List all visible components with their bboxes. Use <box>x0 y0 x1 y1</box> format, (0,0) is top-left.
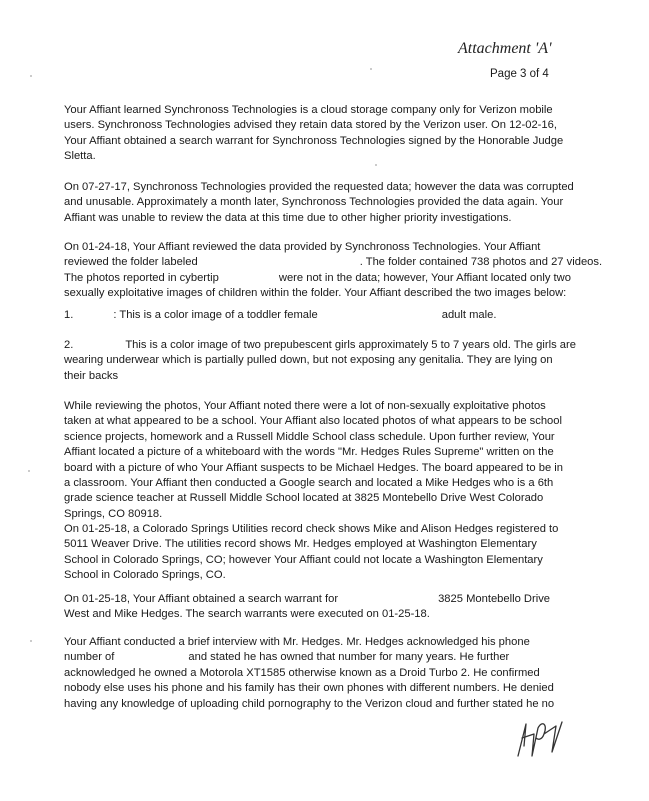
text-line: grade science teacher at Russell Middle School located at 3825 Montebello Drive West Colorado <box>64 492 544 505</box>
text-fragment: : This is a color image of a toddler female <box>113 309 318 321</box>
text-line: School in Colorado Springs, CO. <box>64 569 226 582</box>
text-line: Sletta. <box>64 150 96 163</box>
text-fragment: The photos reported in cybertip <box>64 271 219 284</box>
attachment-label: Attachment 'A' <box>458 40 552 57</box>
text-line: a classroom. Your Affiant then conducted a Google search and located a Mike Hedges who is a 6th <box>64 477 554 490</box>
text-line: sexually exploitative images of children within the folder. Your Affiant described the two images below: <box>64 287 567 300</box>
text-line: taken at what appeared to be a school. Your Affiant also located photos of what appears to be school <box>64 415 562 428</box>
item-number: 2. <box>64 339 74 351</box>
text-line: 5011 Weaver Drive. The utilities record shows Mr. Hedges employed at Washington Elementary <box>64 538 537 551</box>
text-line: users. Synchronoss Technologies advised they retain data stored by the Verizon user. On 12-02-16, <box>64 119 557 132</box>
paragraph-photo-review <box>64 399 568 522</box>
text-line: science projects, homework and a Russell Middle School class schedule. Upon further review, Your <box>64 430 555 443</box>
text-fragment: reviewed the folder labeled <box>64 256 198 269</box>
paragraph-data-review <box>64 240 603 302</box>
scan-speck <box>370 68 372 70</box>
text-line: Affiant located a picture of a whiteboard with the words "Mr. Hedges Rules Supreme" written on the <box>64 446 554 459</box>
text-line: On 01-24-18, Your Affiant reviewed the data provided by Synchronoss Technologies. Your Affiant <box>64 241 541 253</box>
scan-speck <box>30 640 32 642</box>
text-line: and unusable. Approximately a month later, Synchronoss Technologies provided the data again. Your <box>64 196 564 209</box>
text-line <box>64 592 568 607</box>
text-fragment: number of <box>64 651 115 664</box>
text-line: Your Affiant learned Synchronoss Technologies is a cloud storage company only for Verizon mobile <box>64 104 553 116</box>
paragraph-utilities-check <box>64 522 568 584</box>
text-line <box>64 338 576 353</box>
text-line: their backs <box>64 369 119 382</box>
text-line: Your Affiant obtained a search warrant for Synchronoss Technologies signed by the Honorable Judge <box>64 134 564 147</box>
text-line <box>64 271 571 286</box>
text-fragment: were not in the data; however, Your Affiant located only two <box>278 271 571 284</box>
text-line: On 01-25-18, a Colorado Springs Utilities record check shows Mike and Alison Hedges registered to <box>64 523 559 535</box>
text-line: board with a picture of who Your Affiant suspects to be Michael Hedges. The board appeared to be in <box>64 461 563 474</box>
text-fragment: and stated he has owned that number for many years. He further <box>188 651 510 664</box>
text-line: Affiant was unable to review the data at this time due to other higher priority investigations. <box>64 211 512 224</box>
text-fragment: On 01-25-18, Your Affiant obtained a search warrant for <box>64 593 339 605</box>
paragraph-interview <box>64 635 568 712</box>
handwritten-initials-icon <box>512 716 572 762</box>
paragraph-synchronoss-intro <box>64 103 568 165</box>
text-line: School in Colorado Springs, CO; however Your Affiant could not locate a Washington Elementary <box>64 553 543 566</box>
text-line: nobody else uses his phone and his family has their own phones with different numbers. He denied <box>64 682 554 695</box>
text-line: Springs, CO 80918. <box>64 507 163 520</box>
text-line: wearing underwear which is partially pulled down, but not exposing any genitalia. They are lying on <box>64 354 553 367</box>
text-line: On 07-27-17, Synchronoss Technologies provided the requested data; however the data was corrupted <box>64 181 574 193</box>
scan-speck <box>375 164 377 166</box>
paragraph-search-warrant <box>64 592 568 623</box>
item-number: 1. <box>64 309 74 321</box>
text-line: West and Mike Hedges. The search warrants were executed on 01-25-18. <box>64 608 430 621</box>
text-fragment: . The folder contained 738 photos and 27 videos. <box>359 256 603 269</box>
text-fragment: 3825 Montebello Drive <box>438 593 551 605</box>
text-line <box>64 650 568 665</box>
scan-speck <box>28 470 30 472</box>
text-line: While reviewing the photos, Your Affiant noted there were a lot of non-sexually exploitative photos <box>64 400 546 412</box>
paragraph-corrupted-data <box>64 180 574 226</box>
list-item-image-1 <box>64 308 568 323</box>
text-line: Your Affiant conducted a brief interview with Mr. Hedges. Mr. Hedges acknowledged his phone <box>64 636 530 648</box>
text-line: having any knowledge of uploading child pornography to the Verizon cloud and further stated he no <box>64 697 555 710</box>
text-line <box>64 255 603 270</box>
text-line <box>64 308 568 323</box>
list-item-image-2 <box>64 338 576 384</box>
text-fragment: This is a color image of two prepubescent girls approximately 5 to 7 years old. The girls are <box>125 339 576 351</box>
page-number: Page 3 of 4 <box>490 68 549 80</box>
text-fragment: adult male. <box>441 309 497 321</box>
text-line: acknowledged he owned a Motorola XT1585 otherwise known as a Droid Turbo 2. He confirmed <box>64 666 540 679</box>
scan-speck <box>30 75 32 77</box>
